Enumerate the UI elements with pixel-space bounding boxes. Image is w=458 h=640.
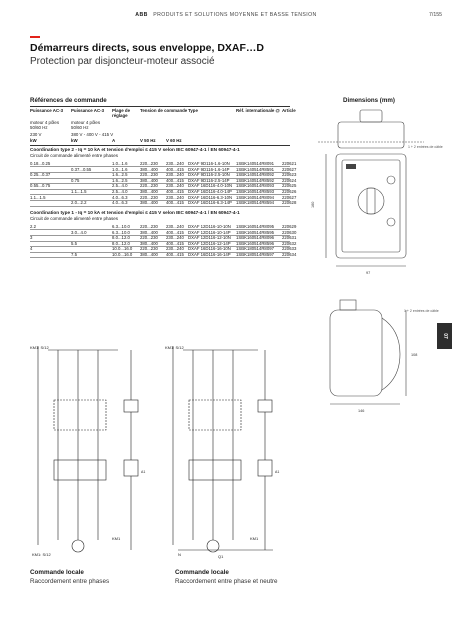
page-number: 7/155	[429, 12, 442, 18]
table-cell: 220626	[282, 189, 297, 194]
brand-label: ABB	[135, 12, 148, 18]
table-cell: 8.0...12.0	[112, 240, 130, 246]
left-km1-coil: KM1	[112, 536, 121, 541]
table-cell: DXAF 16D116-16-10N	[188, 246, 231, 252]
table-cell: 1.6...2.5	[112, 177, 128, 183]
stop-button	[387, 218, 395, 226]
table-cell: 400...415	[166, 240, 184, 246]
chapter-tab	[437, 323, 452, 349]
caption-left-title: Commande locale	[30, 569, 84, 576]
table-cell: DXAF 16D116-16-14P	[188, 252, 231, 257]
table-cell: DXAF 9D116-2.5-14P	[188, 177, 230, 183]
table-cell: DXAF 16D116-6.3-14P	[188, 200, 232, 206]
left-km1-label: KM1: S/12	[30, 345, 49, 350]
table-top-rule	[30, 106, 290, 107]
table-cell: 230...240	[166, 246, 184, 252]
right-n-label: N	[178, 552, 181, 557]
th-type: Type	[188, 108, 198, 113]
dim-total: 146	[358, 409, 365, 413]
table-cell: 1SBK160514R8596	[236, 240, 274, 246]
table-cell: DXAF 9D116-1.6-14P	[188, 166, 230, 172]
table-cell: 220627	[282, 166, 297, 172]
table-cell: 6.3...10.0	[112, 229, 130, 235]
table-cell: 1SBK140514R8091	[236, 161, 274, 166]
table-cell: 230...240	[166, 183, 184, 189]
abb-logo-mark	[346, 164, 356, 169]
dim-depth: 108	[411, 353, 418, 357]
table-cell: 1.1...1.5	[30, 194, 46, 200]
table-cell: 2.2	[30, 224, 36, 229]
table-cell: 220631	[282, 235, 297, 241]
table-cell: 1SBK160514R8093	[236, 183, 274, 189]
table-cell: 380...400	[140, 166, 158, 172]
table-cell: 220...230	[140, 246, 158, 252]
table-cell: 220...230	[140, 172, 158, 178]
table-cell: 220621	[282, 161, 297, 166]
right-q1-label: Q1	[218, 554, 224, 559]
row-separator	[30, 206, 290, 207]
wiring-diagrams	[28, 340, 298, 565]
top-view-knob	[360, 110, 382, 122]
table-cell: DXAF 16D116-6.3-10N	[188, 194, 233, 200]
table-cell: 400...415	[166, 177, 184, 183]
dim-width: 97	[366, 271, 371, 275]
table-cell: 3.0...4.0	[71, 229, 87, 235]
table-cell: 400...415	[166, 189, 184, 194]
table-cell: 1.6...2.5	[112, 172, 128, 178]
table-cell: DXAF 12D116-10-14P	[188, 229, 231, 235]
table-cell: 380...400	[140, 229, 158, 235]
table-cell: 10.0...16.0	[112, 246, 133, 252]
table-cell: 230...240	[166, 161, 184, 166]
table-cell: 2.0...2.2	[71, 200, 87, 206]
top-view-outline	[338, 122, 404, 148]
table-cell: 1SBK140514R8092	[236, 172, 274, 178]
table-cell: 230...240	[166, 235, 184, 241]
table-cell: 400...415	[166, 200, 184, 206]
chapter-tab-label: 07	[441, 333, 448, 339]
group1-title: Coordination type 2 - Iq = 10 kA et tension d'emploi ≤ 415 V selon IEC 60947-4-1 / EN 60947-4-1	[30, 147, 240, 152]
th-sub-400v: 380 V - 400 V - 415 V	[71, 132, 114, 137]
th-unit-kw2: kW	[71, 138, 78, 143]
table-cell: 1SBK160514R8595	[236, 229, 274, 235]
th-unit-a: A	[112, 138, 116, 143]
left-a1-label: A1	[141, 470, 146, 474]
table-cell: 1SBK160514R8094	[236, 194, 274, 200]
dimensions-title: Dimensions (mm)	[343, 97, 395, 104]
table-cell: 8.0...12.0	[112, 235, 130, 241]
th-unit-50hz: V 50 Hz	[140, 138, 156, 143]
note-top: 1 + 2 entrées de câble	[408, 145, 443, 149]
rotary-handle	[358, 188, 384, 214]
table-cell: 2.5...4.0	[112, 183, 128, 189]
table-cell: 380...400	[140, 177, 158, 183]
table-cell: 1SBK180514R8597	[236, 252, 274, 257]
table-cell: 1SBK180514R8594	[236, 200, 274, 206]
table-cell: DXAF 9D116-1.6-10N	[188, 161, 230, 166]
th-unit-60hz: V 60 Hz	[166, 138, 182, 143]
dimension-drawings	[308, 104, 443, 429]
table-cell: 7.5	[71, 252, 77, 257]
note-bottom: 1 + 2 entrées de câble	[404, 309, 439, 313]
right-km1-label: KM1: S/12	[165, 345, 184, 350]
section-title: Références de commande	[30, 97, 107, 104]
table-cell: 0.75	[71, 177, 80, 183]
table-cell: 3	[30, 235, 33, 241]
left-km1-bottom: KM1: S/12	[32, 552, 51, 557]
group2-subtitle: Circuit de commande alimenté entre phases	[30, 216, 119, 221]
th-power-400: Puissance AC-3	[71, 108, 105, 113]
table-cell: 380...400	[140, 252, 158, 257]
section-label: PRODUITS ET SOLUTIONS MOYENNE ET BASSE TENSION	[153, 12, 317, 18]
caption-left-sub: Raccordement entre phases	[30, 578, 110, 585]
table-row	[30, 200, 297, 206]
table-cell: 0.18...0.25	[30, 161, 51, 166]
table-cell: 1SBK180514R8097	[236, 246, 274, 252]
table-cell: 380...400	[140, 200, 158, 206]
caption-right-sub: Raccordement entre phase et neutre	[175, 578, 278, 585]
left-motor	[72, 540, 84, 552]
th-unit-kw1: kW	[30, 138, 37, 143]
table-cell: 220632	[282, 240, 297, 246]
table-cell: DXAF 12D116-12-14P	[188, 240, 231, 246]
page-subtitle: Protection par disjoncteur-moteur associé	[30, 56, 215, 67]
dim-height: 160	[311, 201, 315, 208]
caption-right-title: Commande locale	[175, 569, 229, 576]
row-separator	[30, 257, 290, 258]
table-cell: 1SBK160514R8096	[236, 235, 274, 241]
table-cell: DXAF 12D116-12-10N	[188, 235, 231, 241]
table-cell: 230...240	[166, 172, 184, 178]
th-sub-motor-a: moteur 4 pôles 50/60 Hz	[30, 120, 60, 131]
table-cell: 220...230	[140, 161, 158, 166]
table-cell: 220634	[282, 252, 297, 257]
table-cell: 1SBK160514R8593	[236, 189, 274, 194]
table-cell: 5.5	[71, 240, 77, 246]
table-cell: 0.37...0.55	[71, 166, 92, 172]
th-control-voltage: Tension de commande	[140, 108, 188, 113]
right-km1-coil: KM1	[250, 536, 259, 541]
table-cell: 220...230	[140, 224, 158, 229]
table-cell: 400...415	[166, 229, 184, 235]
table-cell: 220628	[282, 200, 297, 206]
th-range: Plage de réglage	[112, 108, 131, 119]
table-cell: DXAF 9D116-2.5-10N	[188, 172, 230, 178]
table-cell: 220...230	[140, 183, 158, 189]
start-button	[387, 176, 395, 184]
accent-bar	[30, 36, 40, 38]
table-cell: 220...230	[140, 194, 158, 200]
table-cell: DXAF 16D116-4.0-10N	[188, 183, 233, 189]
table-cell: DXAF 16D116-4.0-14P	[188, 189, 232, 194]
table-cell: 1SBK160514R8095	[236, 224, 274, 229]
table-cell: 1.0...1.6	[112, 161, 128, 166]
table-cell: 1SBK140514R8592	[236, 177, 274, 183]
group1-subtitle: Circuit de commande alimenté entre phases	[30, 153, 119, 158]
table-cell: 230...240	[166, 224, 184, 229]
table-cell: 380...400	[140, 189, 158, 194]
table-cell: DXAF 12D116-10-10N	[188, 224, 231, 229]
table-cell: 400...415	[166, 252, 184, 257]
table-cell: 380...400	[140, 240, 158, 246]
side-view-outline	[330, 310, 382, 396]
th-article: Article	[282, 108, 296, 113]
table-cell: 220630	[282, 229, 297, 235]
th-ref: Réf. internationale @	[236, 108, 280, 113]
table-cell: 6.3...10.0	[112, 224, 130, 229]
table-cell: 4	[30, 246, 33, 252]
table-cell: 0.25...0.37	[30, 172, 51, 178]
table-cell: 2.5...4.0	[112, 189, 128, 194]
table-cell: 1.0...1.6	[112, 166, 128, 172]
table-cell: 1SBK140514R8591	[236, 166, 274, 172]
table-cell: 220623	[282, 172, 297, 178]
th-sub-motor-b: moteur 4 pôles 50/60 Hz	[71, 120, 101, 131]
table-cell: 220625	[282, 183, 297, 189]
table-header-rule	[30, 145, 290, 146]
table-cell: 4.0...6.3	[112, 200, 128, 206]
table-cell: 220629	[282, 224, 297, 229]
table-cell: 4.0...6.3	[112, 194, 128, 200]
front-view-outline	[336, 154, 406, 258]
table-cell: 220633	[282, 246, 297, 252]
page-title: Démarreurs directs, sous enveloppe, DXAF…D	[30, 42, 264, 54]
table-cell: 220624	[282, 177, 297, 183]
th-sub-230v: 230 V	[30, 132, 42, 137]
table-cell: 220627	[282, 194, 297, 200]
right-a1-label: A1	[275, 470, 280, 474]
running-header	[0, 12, 452, 18]
table-row	[30, 252, 297, 258]
table-cell: 1.1...1.5	[71, 189, 87, 194]
table-cell: 220...230	[140, 235, 158, 241]
table-cell: 10.0...16.0	[112, 252, 133, 257]
group2-title: Coordination type 1 - Iq = 10 kA et tension d'emploi ≤ 415 V selon IEC 60947-4-1 / EN 60947-4-1	[30, 210, 240, 215]
th-power-230: Puissance AC-3	[30, 108, 64, 113]
table-cell: 400...415	[166, 166, 184, 172]
table-cell: 230...240	[166, 194, 184, 200]
table-cell: 0.55...0.75	[30, 183, 51, 189]
